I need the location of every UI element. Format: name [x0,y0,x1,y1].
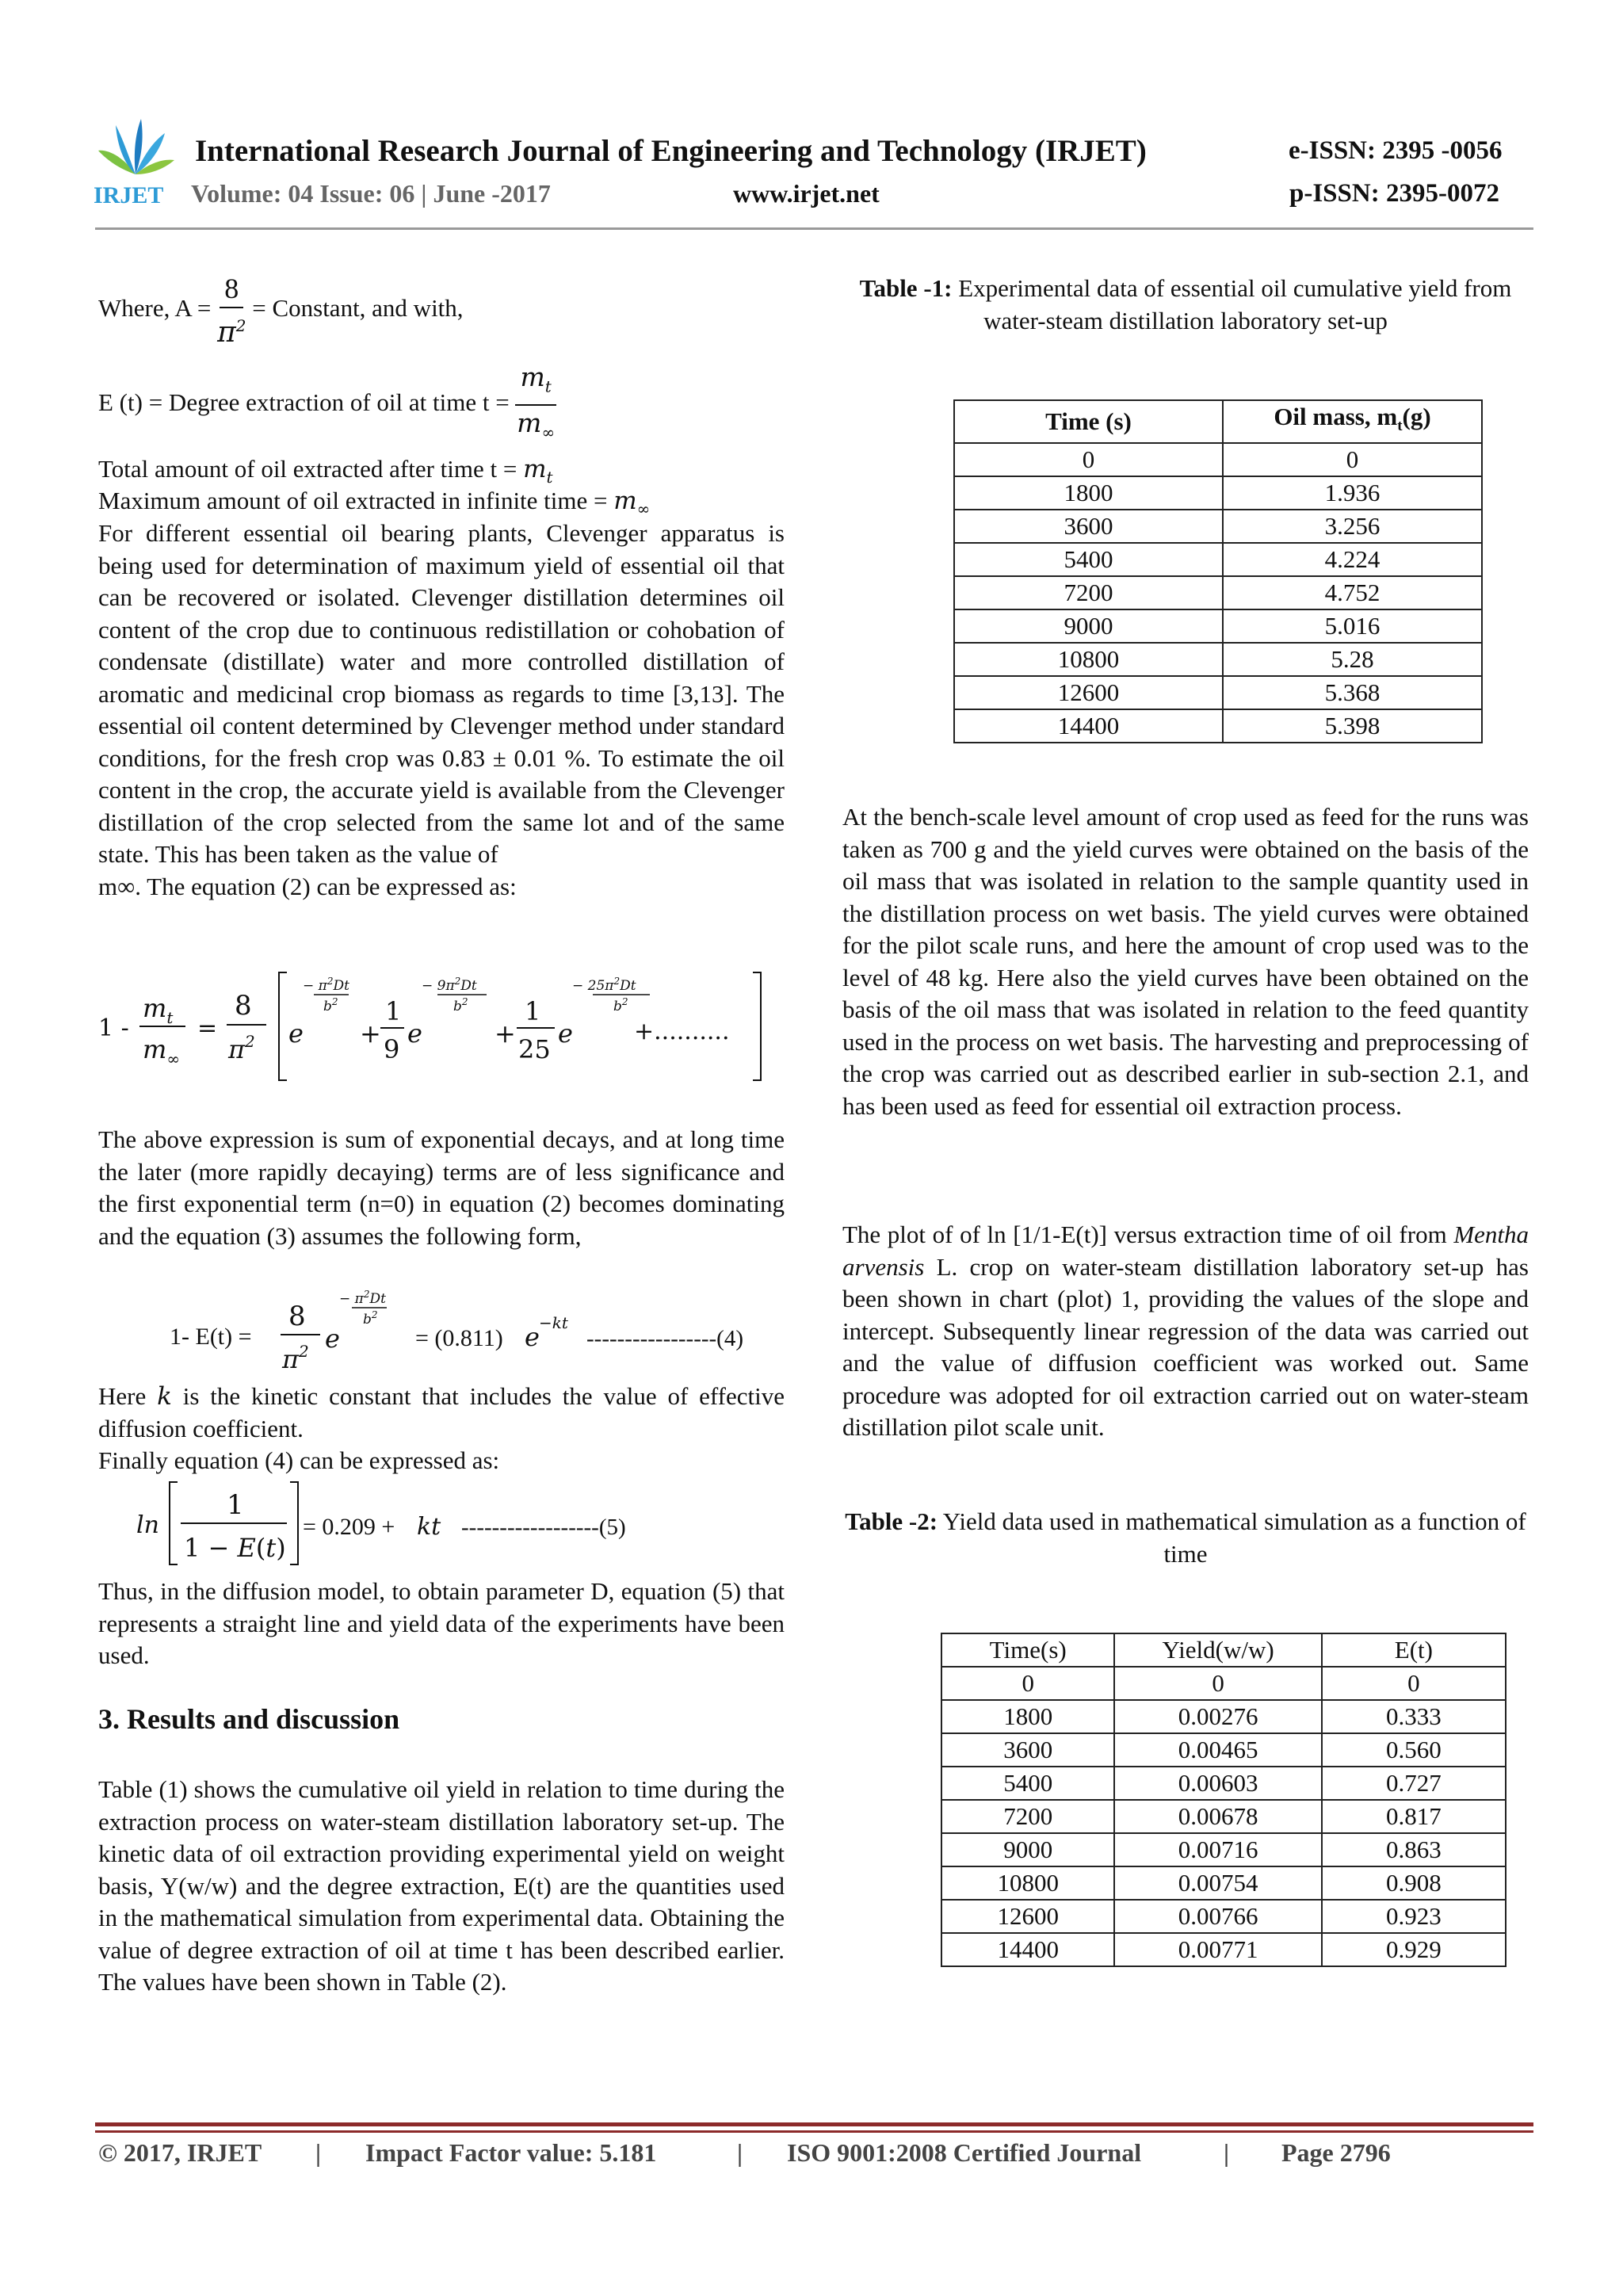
table1-header-row [954,400,1482,443]
table2-caption [842,1506,1529,1570]
table2-row [941,1933,1506,1966]
table1-row [954,709,1482,743]
table-2 [941,1633,1507,1967]
svg-text:e: e [558,1018,573,1049]
table1-cell: 7200 [954,576,1223,609]
svg-text:−kt: −kt [539,1313,568,1332]
table1-cell: 9000 [954,609,1223,643]
eq5-rhs: = 0.209 + [303,1514,395,1540]
table2-cell: 1800 [941,1700,1114,1733]
table2-cell: 0 [941,1667,1114,1700]
para-k-symbol: k [157,1382,172,1411]
max-sub: ∞ [636,499,651,519]
table2-cell: 0.560 [1322,1733,1506,1767]
table1-header-time: Time (s) [954,400,1223,443]
svg-text:e: e [407,1018,422,1049]
table1-cell: 5.28 [1223,643,1482,676]
et-den-sub: ∞ [541,422,556,442]
table2-cell: 0.923 [1322,1900,1506,1933]
table2-cell: 0.00678 [1114,1800,1321,1833]
paragraph-results: Table (1) shows the cumulative oil yield in relation to time during the extraction process on water-steam distillation laboratory set-up. The kinetic data of oil extraction providing experimental yield on weight basis, Y(w/w) and the degree extraction, E(t) are the quantities used in the mathematical simulation from experimental data. Obtaining the value of degree extraction of oil at time t has been described earlier. The values have been shown in Table (2). [98,1775,785,1996]
svg-text:8: 8 [235,990,252,1022]
table1-cell: 5.368 [1223,676,1482,709]
table1-cell: 5.398 [1223,709,1482,743]
svg-text:1: 1 [227,1489,244,1521]
table1-cell: 1.936 [1223,476,1482,510]
a-numerator: 8 [220,273,243,308]
header-divider [95,227,1533,230]
table1-cell: 0 [1223,443,1482,476]
table1-cell: 12600 [954,676,1223,709]
oil-mass-label: Oil mass, m [1274,403,1398,430]
volume-info: Volume: 04 Issue: 06 | June -2017 [191,179,551,208]
table2-cell: 9000 [941,1833,1114,1866]
svg-text:b2: $b^2$ [363,1309,378,1328]
table2-cell: 14400 [941,1933,1114,1966]
p-issn: p-ISSN: 2395-0072 [1289,179,1499,208]
where-a-definition [98,273,464,349]
journal-title: International Research Journal of Engineering and Technology (IRJET) [195,134,1147,168]
table2-cell: 5400 [941,1767,1114,1800]
eq5-kt: kt [417,1513,441,1541]
table1-row [954,609,1482,643]
svg-text:+: + [495,1018,516,1049]
table2-cell: 12600 [941,1900,1114,1933]
table2-row [941,1866,1506,1900]
table2-cell: 0.00716 [1114,1833,1321,1866]
footer-divider-thin [95,2130,1533,2133]
equation-2 [98,971,812,1082]
et-num-sub: t [544,376,552,396]
para-plot-text: L. crop on water-steam distillation laboratory set-up has been shown in chart (plot) 1, providing the values of the slope and intercept. Subsequently linear regression of the data was carried out and the value of diffusion coefficient was worked out. Same procedure was adopted for oil extraction carried out on water-steam distillation pilot scale unit. [842,1252,1529,1441]
table1-cell: 0 [954,443,1223,476]
table2-header-et: E(t) [1322,1633,1506,1667]
total-label: Total amount of oil extracted after time t = [98,455,517,483]
table2-cell: 0.00465 [1114,1733,1321,1767]
eq4-mid: = (0.811) [415,1325,503,1351]
table2-cell: 0.00276 [1114,1700,1321,1733]
section-heading: 3. Results and discussion [98,1703,400,1735]
irjet-logo [92,117,179,206]
table2-row [941,1833,1506,1866]
footer-separator-3: | [1224,2138,1230,2167]
table1-cell: 5400 [954,543,1223,576]
para-clevenger-end: m∞. The equation (2) can be expressed as: [98,872,517,900]
journal-website[interactable]: www.irjet.net [733,179,880,208]
table2-cell: 0.863 [1322,1833,1506,1866]
equation-4 [170,1282,788,1373]
a-fraction [217,273,246,349]
svg-text:=: = [197,1014,218,1042]
para-plot-species: Mentha arvensis [842,1221,1529,1281]
a-denominator-exp: 2 [235,315,246,335]
footer-page-number: Page 2796 [1281,2138,1391,2167]
where-suffix: = Constant, and with, [252,294,464,323]
et-prefix: E (t) = Degree extraction of oil at time t = [98,388,510,417]
table2-header-time: Time(s) [941,1633,1114,1667]
total-symbol: m [523,455,547,483]
svg-text:e: e [325,1324,340,1354]
table1-row [954,643,1482,676]
svg-text:m∞: $m_\infty$ [143,1034,181,1068]
table2-cell: 0.00766 [1114,1900,1321,1933]
oil-mass-sub: t [1397,418,1403,435]
oil-mass-unit: (g) [1402,403,1431,430]
footer-impact-factor: Impact Factor value: 5.181 [365,2138,657,2167]
table1-cell: 5.016 [1223,609,1482,643]
eq5-ln: ln [136,1511,159,1539]
table1-cell: 3.256 [1223,510,1482,543]
table1-caption-label: Table -1: [859,274,953,302]
svg-text:π2: $\pi^2$ [282,1342,309,1373]
table2-row [941,1667,1506,1700]
svg-text:8: 8 [288,1301,306,1332]
table2-caption-label: Table -2: [845,1507,938,1535]
table2-header-yield: Yield(w/w) [1114,1633,1321,1667]
paragraph-exponential-decay: The above expression is sum of exponential decays, and at long time the later (more rapidly decaying) terms are of less significance and the first exponential term (n=0) in equation (2) becomes dominating and the equation (3) assumes the following form, [98,1125,785,1250]
e-issn: e-ISSN: 2395 -0056 [1289,136,1503,165]
para-finally: Finally equation (4) can be expressed as: [98,1446,500,1474]
svg-text:+: + [360,1018,381,1049]
table2-cell: 0.00603 [1114,1767,1321,1800]
max-label: Maximum amount of oil extracted in infinite time = [98,487,608,514]
svg-text:e: e [525,1322,540,1352]
svg-text:− 25π2Dt: − $25\pi^2Dt$ [572,976,636,994]
table2-cell: 0 [1114,1667,1321,1700]
svg-text:− π2Dt: − $\pi^2Dt$ [339,1289,386,1307]
paragraph-kinetic-constant [98,1381,785,1477]
footer-iso: ISO 9001:2008 Certified Journal [787,2138,1142,2167]
table1-cell: 4.752 [1223,576,1482,609]
footer-separator-2: | [737,2138,743,2167]
paragraph-plot [842,1219,1529,1444]
para-k-prefix: Here [98,1382,147,1410]
footer-copyright: © 2017, IRJET [98,2138,262,2167]
svg-text:mt: $m_t$ [143,993,174,1027]
para-k-text: is the kinetic constant that includes the value of effective diffusion coefficient. [98,1382,785,1442]
table2-row [941,1767,1506,1800]
et-den: m [517,407,542,439]
table2-cell: 0.333 [1322,1700,1506,1733]
logo-text: IRJET [94,182,164,206]
paragraph-bench-scale: At the bench-scale level amount of crop used as feed for the runs was taken as 700 g and the yield curves were obtained on the basis of the oil mass that was isolated in relation to the sample quantity used in the distillation process on wet basis. The yield curves were obtained for the pilot scale runs, and here the amount of crop used was to the level of 48 kg. Here also the yield curves have been obtained on the basis of the oil mass that was isolated in relation to the feed quantity used in the process on wet basis. The harvesting and preprocessing of the crop was carried out as described earlier in sub-section 2.1, and has been used as feed for essential oil extraction process. [842,803,1529,1120]
table2-row [941,1700,1506,1733]
footer-divider-thick [95,2122,1533,2126]
total-sub: t [546,468,553,487]
eq4-tag: -----------------(4) [586,1326,743,1351]
table1-header-oil-mass [1223,400,1482,443]
where-prefix: Where, A = [98,294,212,323]
svg-text:e: e [288,1018,304,1049]
svg-text:b2: $b^2$ [323,996,338,1014]
max-symbol: m [613,487,637,515]
table1-row [954,676,1482,709]
svg-text:− 9π2Dt: − $9\pi^2Dt$ [422,976,477,994]
table2-cell: 10800 [941,1866,1114,1900]
eq2-series-end: +.......... [634,1018,730,1045]
svg-text:1: 1 [385,996,402,1026]
table-1 [953,399,1483,743]
eq4-lhs: 1- E(t) = [170,1324,252,1350]
leaf-icon [98,119,174,174]
paragraph-clevenger [98,518,785,903]
eq2-lhs: 1 - [98,1014,129,1042]
svg-text:π2: $\pi^2$ [228,1032,255,1064]
table1-caption [842,273,1529,337]
table2-cell: 3600 [941,1733,1114,1767]
table1-row [954,576,1482,609]
table2-cell: 7200 [941,1800,1114,1833]
footer-separator-1: | [315,2138,322,2167]
table2-body [941,1667,1506,1966]
svg-text:9: 9 [384,1034,400,1064]
table2-cell: 0.929 [1322,1933,1506,1966]
table2-row [941,1900,1506,1933]
svg-text:b2: $b^2$ [613,996,628,1014]
svg-text:1: 1 [525,996,541,1026]
paragraph-diffusion-model: Thus, in the diffusion model, to obtain parameter D, equation (5) that represents a straight line and yield data of the experiments have been used. [98,1577,785,1669]
et-definition [98,361,556,449]
a-denominator: π [217,315,236,349]
table2-header-row [941,1633,1506,1667]
table1-row [954,443,1482,476]
table1-body [954,443,1482,743]
table1-cell: 10800 [954,643,1223,676]
table1-cell: 3600 [954,510,1223,543]
table2-cell: 0.00754 [1114,1866,1321,1900]
et-num: m [520,361,545,392]
svg-text:25: 25 [518,1034,551,1064]
table1-cell: 1800 [954,476,1223,510]
table2-cell: 0 [1322,1667,1506,1700]
table1-row [954,510,1482,543]
para-plot-prefix: The plot of of ln [1/1-E(t)] versus extraction time of oil from [842,1221,1447,1248]
svg-text:1 − E(t): 1 − E(t) [184,1533,286,1563]
table1-cell: 4.224 [1223,543,1482,576]
table1-cell: 14400 [954,709,1223,743]
para-clevenger-text: For different essential oil bearing plants, Clevenger apparatus is being used for determination of maximum yield of essential oil that can be recovered or isolated. Clevenger distillation determines oil content of the crop due to continuous redistillation or cohobation of condensate (distillate) water and more controlled distillation of aromatic and medicinal crop biomass as regards to time [3,13]. The essential oil content determined by Clevenger method under standard conditions, for the fresh crop was 0.83 ± 0.01 %. To estimate the oil content in the crop, the accurate yield is available from the Clevenger distillation of the crop selected from the same lot and of the same state. This has been taken as the value of [98,519,785,868]
eq5-tag: ------------------(5) [461,1515,626,1540]
equation-4-graphic [170,1282,788,1373]
equation-5-graphic [135,1479,737,1568]
table2-cell: 0.908 [1322,1866,1506,1900]
table1-row [954,476,1482,510]
table1-row [954,543,1482,576]
table1-caption-text: Experimental data of essential oil cumulative yield from water-steam distillation laboratory set-up [958,274,1512,334]
table2-cell: 0.727 [1322,1767,1506,1800]
table2-cell: 0.00771 [1114,1933,1321,1966]
svg-text:− π2Dt: − $\pi^2Dt$ [303,976,349,994]
et-fraction [515,361,556,449]
equation-2-graphic [98,971,812,1082]
svg-text:b2: $b^2$ [453,996,468,1014]
equation-5 [135,1479,737,1568]
table2-row [941,1733,1506,1767]
table2-cell: 0.817 [1322,1800,1506,1833]
table2-row [941,1800,1506,1833]
table2-caption-text: Yield data used in mathematical simulation as a function of time [942,1507,1526,1568]
